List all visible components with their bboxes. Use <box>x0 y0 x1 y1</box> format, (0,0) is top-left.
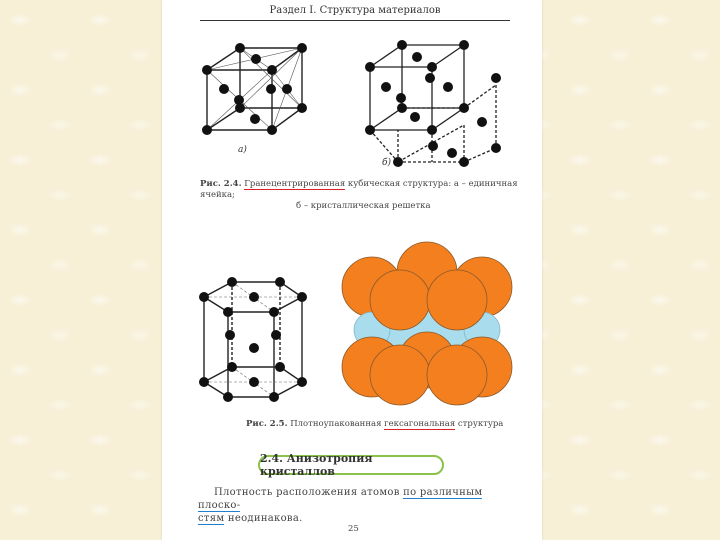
fcc-atoms <box>202 43 307 135</box>
body-paragraph <box>198 486 514 525</box>
body-text: Плотность расположения атомов <box>214 487 404 498</box>
label-a: а) <box>238 145 247 155</box>
caption-text: Плотноупакованная <box>287 419 385 429</box>
figure-2-4-caption <box>200 179 520 212</box>
running-header: Раздел I. Структура материалов <box>269 5 441 16</box>
caption-line2: б – кристаллическая решетка <box>296 201 431 211</box>
caption-number: Рис. 2.5. <box>246 419 288 429</box>
caption-text-end: структура <box>455 419 504 429</box>
caption-underlined-term: гексагональная <box>384 419 456 429</box>
page-number: 25 <box>348 524 359 534</box>
body-underlined: по различным плоско- <box>198 487 483 511</box>
lattice-atoms <box>365 40 501 167</box>
document-page <box>162 0 542 540</box>
figure-2-5-caption <box>246 419 506 430</box>
caption-underlined-term: Гранецентрированная <box>244 179 346 189</box>
caption-number: Рис. 2.4. <box>200 179 242 189</box>
caption-text: кубическая структура: а – единичная ячейка; <box>200 179 518 200</box>
body-underlined: стям <box>198 513 225 524</box>
body-text: неодинакова. <box>224 513 303 524</box>
label-b: б) <box>382 158 392 168</box>
sphere-packing <box>342 242 512 405</box>
section-heading: 2.4. Анизотропия кристаллов <box>258 455 444 475</box>
hcp-atoms <box>199 277 307 402</box>
